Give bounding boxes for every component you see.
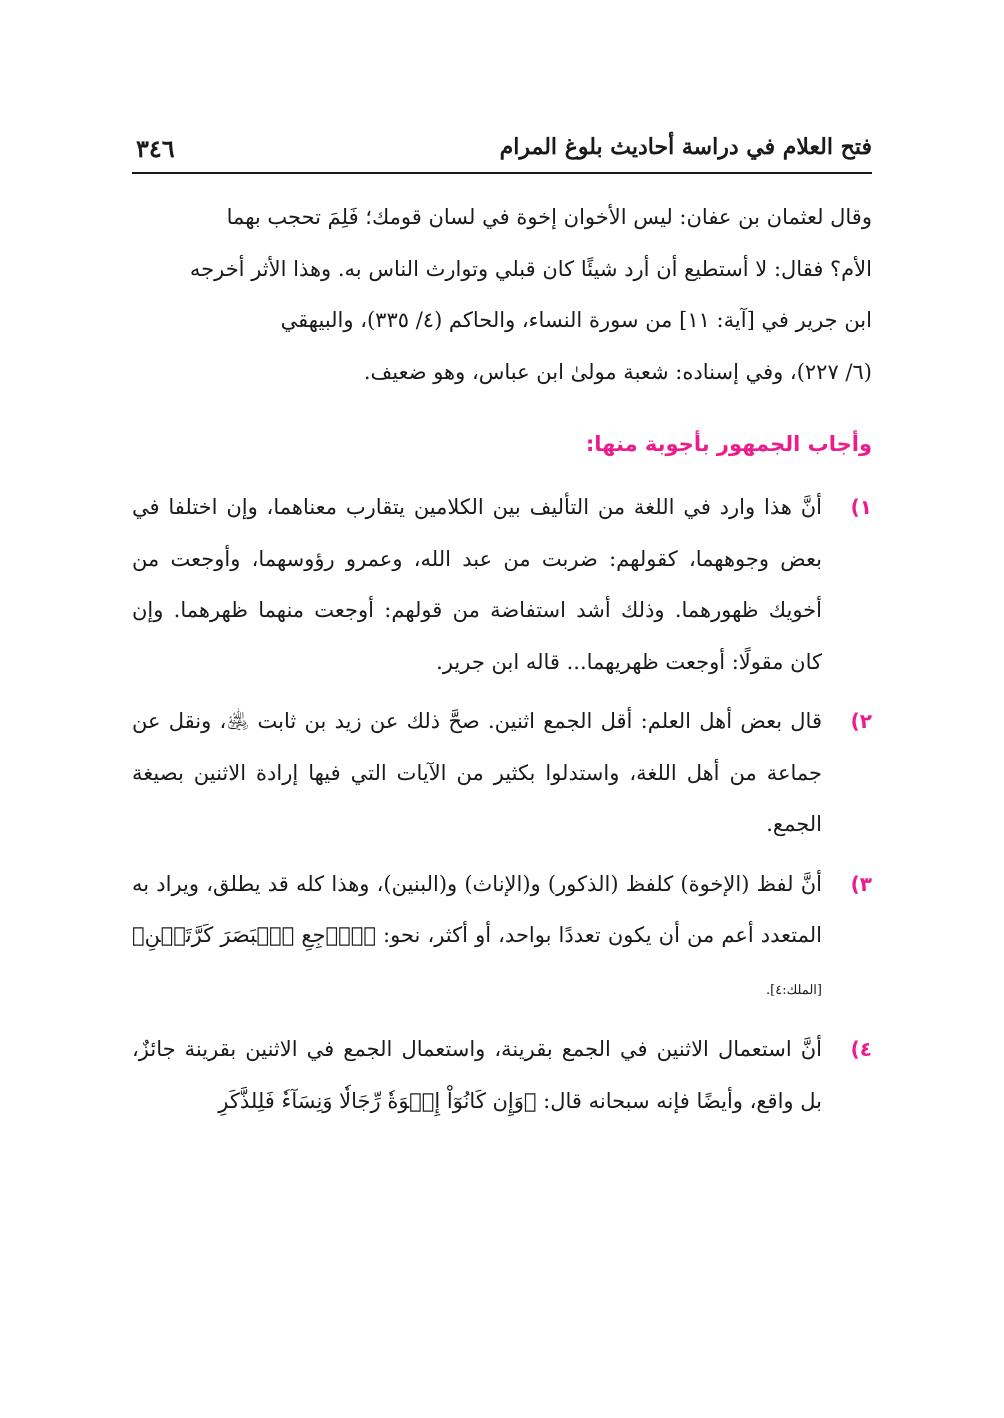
book-title: فتح العلام في دراسة أحاديث بلوغ المرام [499,134,872,160]
list-item [132,482,872,688]
item-number: ٢) [850,709,872,733]
list-item [132,696,872,851]
item-text: قال بعض أهل العلم: أقل الجمع اثنين. صحَّ ذلك عن زيد بن ثابت ﵁، ونقل عن جماعة من أهل اللغة، واستدلوا بكثير من الآيات التي فيها إرادة الاثنين بصيغة الجمع. [132,709,822,836]
item-text: أنَّ استعمال الاثنين في الجمع بقرينة، واستعمال الجمع في الاثنين بقرينة جائزٌ، بل واقع، وأيضًا فإنه سبحانه قال: ﴿وَإِن كَانُوٓاْ إِخۡوَةٗ رِّجَالٗا وَنِسَآءٗ فَلِلذَّكَرِ [132,1037,822,1113]
page-content [132,192,872,1135]
page-number: ٣٤٦ [136,134,175,163]
intro-line: ابن جرير في [آية: ١١] من سورة النساء، والحاكم (٤/ ٣٣٥)، والبيهقي [280,308,872,332]
item-text-container [132,859,822,1017]
answers-list [132,482,872,1127]
item-text: أنَّ لفظ (الإخوة) كلفظ (الذكور) و(الإناث) و(البنين)، وهذا كله قد يطلق، ويراد به المتعدد أعم من أن يكون تعددًا بواحد، أو أكثر، نحو: ﴿ٱرۡجِعِ ٱلۡبَصَرَ كَرَّتَيۡنِ﴾ [132,871,822,947]
item-number: ١) [850,495,872,519]
intro-line: (٦/ ٢٢٧)، وفي إسناده: شعبة مولىٰ ابن عباس، وهو ضعيف. [363,359,872,384]
page-header [132,128,872,174]
section-heading: وأجاب الجمهور بأجوبة منها: [585,432,872,456]
intro-line: الأم؟ فقال: لا أستطيع أن أرد شيئًا كان قبلي وتوارث الناس به. وهذا الأثر أخرجه [189,256,872,281]
item-text: أنَّ هذا وارد في اللغة من التأليف بين الكلامين يتقارب معناهما، وإن اختلفا في بعض وجوههما، كقولهم: ضربت من عبد الله، وعمرو رؤوسهما، وأوجعت من أخويك ظهورهما. وذلك أشد استفاضة من قولهم: أوجعت منهما ظهرهما. وإن كان مقولًا: أوجعت ظهريهما... قاله ابن جرير. [132,495,822,674]
intro-line: وقال لعثمان بن عفان: ليس الأخوان إخوة في لسان قومك؛ فَلِمَ تحجب بهما [226,205,872,229]
list-item [132,859,872,1017]
intro-paragraph [132,192,872,398]
list-item [132,1024,872,1127]
item-number: ٤) [850,1037,872,1061]
quran-reference: [الملك:٤]. [765,982,822,998]
item-number: ٣) [850,871,872,896]
